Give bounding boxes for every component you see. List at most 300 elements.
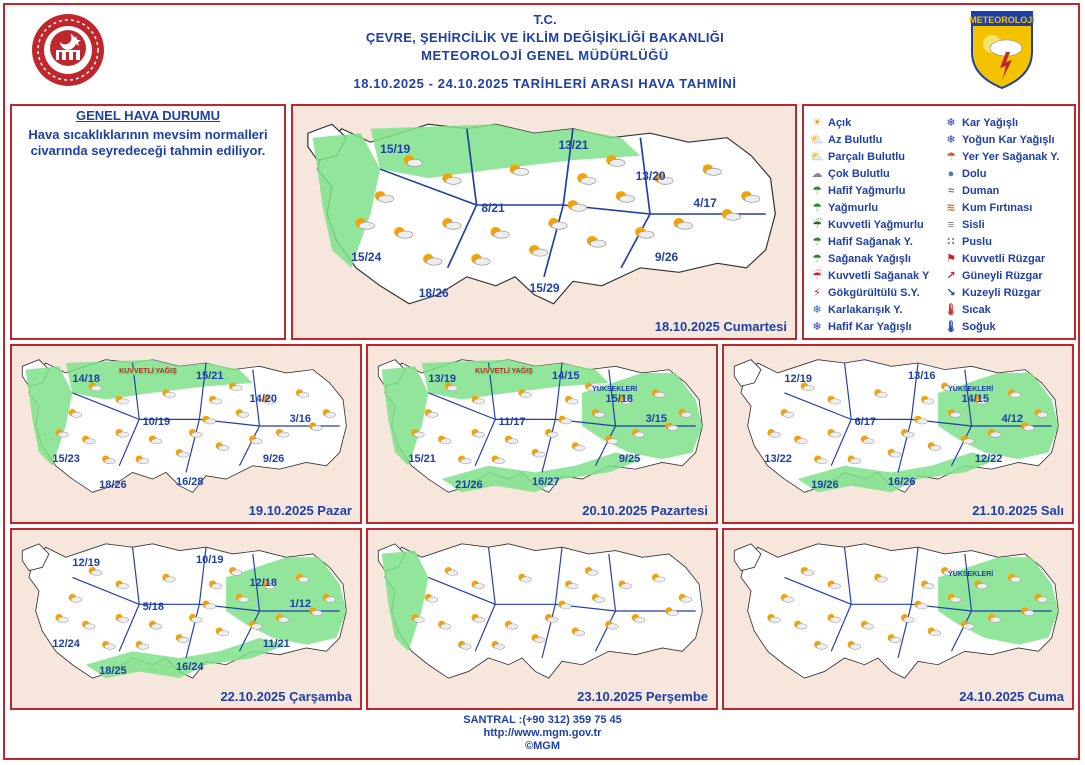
- cloud-icon: [91, 570, 102, 575]
- legend-item-label: Sisli: [962, 218, 985, 231]
- cloud-icon: [191, 617, 202, 622]
- rain-icon: ☂: [812, 202, 822, 214]
- cloud-icon: [298, 577, 309, 582]
- turkey-map: [368, 530, 716, 708]
- map-date-label: 23.10.2025 Perşembe: [577, 689, 708, 704]
- cloud-icon: [744, 195, 759, 202]
- cloud-icon: [118, 432, 129, 437]
- map-date-label: 19.10.2025 Pazar: [248, 503, 352, 518]
- general-weather-text: Hava sıcaklıklarının mevsim normalleri civarında seyredeceği tahmin ediliyor.: [28, 127, 268, 158]
- cloud-icon: [205, 604, 216, 609]
- temperature-label: 13/19: [428, 372, 456, 385]
- cloud-icon: [668, 610, 679, 615]
- cloud-icon: [165, 577, 176, 582]
- cloud-icon: [561, 419, 572, 424]
- cloud-icon: [796, 439, 807, 444]
- cloud-icon: [783, 597, 794, 602]
- cloud-icon: [547, 432, 558, 437]
- legend-item-label: Güneyli Rüzgar: [962, 269, 1043, 282]
- cloud-icon: [1037, 597, 1048, 602]
- cloud-icon: [681, 412, 692, 417]
- map-day-18-10: [291, 104, 797, 340]
- cloud-icon: [397, 231, 412, 238]
- cloud-icon: [638, 231, 653, 238]
- cloud-icon: [567, 583, 578, 588]
- legend-item-label: Açık: [828, 116, 852, 129]
- legend-item: [810, 284, 929, 301]
- cloud-icon: [668, 425, 679, 430]
- cloud-icon: [534, 637, 545, 642]
- legend-item-label: Duman: [962, 184, 1000, 197]
- turkey-map: [293, 106, 795, 338]
- cloud-icon: [474, 432, 485, 437]
- cloud-icon: [950, 412, 961, 417]
- turkey-map: [12, 530, 360, 708]
- cloud-icon: [118, 399, 129, 404]
- cloud-icon: [1010, 392, 1021, 397]
- legend-item-label: Puslu: [962, 235, 992, 248]
- cloud-icon: [178, 637, 189, 642]
- cloud-icon: [460, 459, 471, 464]
- cloud-icon: [621, 583, 632, 588]
- legend-item: [944, 148, 1059, 165]
- cloud-icon: [205, 419, 216, 424]
- cloud-icon: [561, 604, 572, 609]
- temperature-label: 11/17: [498, 416, 526, 429]
- cloud-icon: [1037, 412, 1048, 417]
- cloud-icon: [923, 399, 934, 404]
- cloud-icon: [312, 610, 323, 615]
- cloud-icon: [816, 644, 827, 649]
- cloud-icon: [407, 159, 422, 166]
- legend-item: [810, 216, 929, 233]
- strong-wind-icon: ⚑: [946, 253, 956, 265]
- cloud-icon: [251, 624, 262, 629]
- legend-item-label: Kuvvetli Yağmurlu: [828, 218, 924, 231]
- scattered-shower-icon: ☂: [946, 151, 956, 163]
- cloud-icon: [607, 624, 618, 629]
- temperature-label: 14/15: [552, 369, 580, 382]
- cloud-icon: [990, 432, 1001, 437]
- cloud-icon: [521, 577, 532, 582]
- legend-item: [810, 148, 929, 165]
- meteoroloji-logo: [968, 8, 1036, 90]
- temperature-label: 13/21: [558, 137, 589, 152]
- map-day-23-10: [366, 528, 718, 710]
- temperature-label: 16/24: [175, 661, 204, 674]
- temperature-label: 10/19: [142, 416, 171, 429]
- cloud-icon: [312, 425, 323, 430]
- cloud-icon: [84, 439, 95, 444]
- legend-item-label: Kuzeyli Rüzgar: [962, 286, 1041, 299]
- cloud-icon: [447, 570, 458, 575]
- legend-item: [810, 182, 929, 199]
- cloud-icon: [118, 583, 129, 588]
- cloud-icon: [654, 577, 665, 582]
- cloud-icon: [607, 439, 618, 444]
- sleet-icon: ❄: [812, 304, 822, 316]
- cold-icon: 🌡: [944, 321, 958, 333]
- temperature-label: 16/26: [887, 475, 916, 488]
- cloud-icon: [507, 439, 518, 444]
- thunderstorm-icon: ⚡: [813, 287, 821, 299]
- temperature-label: 9/26: [654, 249, 679, 264]
- cloud-icon: [426, 258, 441, 265]
- cloud-icon: [474, 617, 485, 622]
- cloud-icon: [475, 258, 490, 265]
- footer-website-link[interactable]: http://www.mgm.gov.tr: [483, 727, 602, 739]
- legend-item: [944, 131, 1059, 148]
- temperature-label: 18/26: [418, 285, 449, 300]
- cloud-icon: [118, 617, 129, 622]
- legend-item-label: Yağmurlu: [828, 201, 879, 214]
- cloud-icon: [440, 624, 451, 629]
- cloud-icon: [460, 644, 471, 649]
- temperature-label: 13/20: [635, 169, 666, 184]
- cloud-icon: [104, 644, 115, 649]
- map-date-label: 20.10.2025 Pazartesi: [582, 503, 708, 518]
- cloud-icon: [211, 583, 222, 588]
- cloud-icon: [574, 630, 585, 635]
- cloud-icon: [587, 570, 598, 575]
- cloud-icon: [440, 439, 451, 444]
- cloud-icon: [238, 597, 249, 602]
- cloud-icon: [877, 392, 888, 397]
- cloud-icon: [91, 386, 102, 391]
- cloud-icon: [414, 432, 425, 437]
- temperature-label: 15/24: [351, 249, 382, 264]
- legend-item-label: Az Bulutlu: [828, 133, 883, 146]
- temperature-label: 9/26: [262, 452, 285, 465]
- turkey-map: [724, 530, 1072, 708]
- cloud-icon: [138, 459, 149, 464]
- temperature-label: 12/19: [72, 557, 100, 570]
- legend-item: [944, 182, 1059, 199]
- legend-item: [810, 114, 929, 131]
- temperature-label: 14/20: [249, 392, 277, 405]
- legend-item-label: Soğuk: [962, 320, 996, 333]
- cloud-icon: [863, 439, 874, 444]
- light-shower-icon: ☂: [812, 236, 822, 248]
- footer-copyright: ©MGM: [525, 740, 560, 752]
- legend-item: [944, 318, 1059, 335]
- temperature-label: 3/16: [289, 412, 311, 425]
- cloud-icon: [830, 617, 841, 622]
- highlands-label: YÜKSEKLERİ: [592, 386, 638, 394]
- temperature-label: 6/17: [854, 416, 876, 429]
- legend-item-label: Kum Fırtınası: [962, 201, 1033, 214]
- cloud-icon: [494, 644, 505, 649]
- cloud-icon: [581, 177, 596, 184]
- temperature-label: 12/18: [249, 577, 277, 590]
- legend-item: [944, 216, 1059, 233]
- cloud-icon: [677, 222, 692, 229]
- cloud-icon: [977, 583, 988, 588]
- highlands-label: YÜKSEKLERİ: [948, 386, 994, 394]
- legend-item: [944, 301, 1059, 318]
- map-day-22-10: [10, 528, 362, 710]
- turkey-map: [724, 346, 1072, 522]
- cloud-icon: [803, 386, 814, 391]
- legend-item: [944, 199, 1059, 216]
- legend-column-1: [810, 114, 929, 335]
- svg-text:METEOROLOJİ: METEOROLOJİ: [969, 15, 1035, 25]
- legend-item-label: Sağanak Yağışlı: [828, 252, 911, 265]
- sun-icon: ☀: [812, 117, 822, 129]
- temperature-label: 12/22: [974, 452, 1003, 465]
- legend-item: [810, 131, 929, 148]
- cloud-icon: [1024, 425, 1035, 430]
- legend-item: [810, 267, 929, 284]
- temperature-label: 16/28: [175, 475, 204, 488]
- cloud-icon: [151, 439, 162, 444]
- legend-item: [810, 301, 929, 318]
- cloud-icon: [104, 459, 115, 464]
- cloud-icon: [634, 617, 645, 622]
- heavy-shower-icon: ☔: [812, 270, 822, 282]
- cloud-icon: [963, 439, 974, 444]
- temperature-label: 14/15: [961, 392, 989, 405]
- header-line-1: T.C.: [533, 12, 557, 27]
- map-date-label: 22.10.2025 Çarşamba: [220, 689, 352, 704]
- map-day-24-10: [722, 528, 1074, 710]
- legend-item: [810, 250, 929, 267]
- cloud-icon: [1010, 577, 1021, 582]
- footer-phone: SANTRAL :(+90 312) 359 75 45: [463, 714, 622, 726]
- legend-item: [810, 318, 929, 335]
- cloud-icon: [963, 624, 974, 629]
- cloud-icon: [930, 445, 941, 450]
- header-forecast-range: 18.10.2025 - 24.10.2025 TARİHLERİ ARASI HAVA TAHMİNİ: [353, 76, 737, 91]
- cloud-icon: [863, 624, 874, 629]
- legend-item-label: Dolu: [962, 167, 987, 180]
- cloud-icon: [534, 452, 545, 457]
- temperature-label: 10/19: [196, 553, 224, 566]
- temperature-label: 5/18: [142, 600, 164, 613]
- legend-item-label: Yer Yer Sağanak Y.: [962, 150, 1060, 163]
- cloud-icon: [359, 222, 374, 229]
- legend-item-label: Karlakarışık Y.: [828, 303, 903, 316]
- cloud-icon: [84, 624, 95, 629]
- cloud-icon: [474, 399, 485, 404]
- cloud-icon: [654, 392, 665, 397]
- temperature-label: 15/29: [529, 281, 560, 296]
- cloud-icon: [447, 386, 458, 391]
- map-date-label: 21.10.2025 Salı: [972, 503, 1064, 518]
- cloud-icon: [278, 617, 289, 622]
- temperature-label: 11/21: [262, 637, 290, 650]
- cloud-icon: [877, 577, 888, 582]
- cloud-icon: [521, 392, 532, 397]
- cloud-icon: [547, 617, 558, 622]
- legend-item: [810, 233, 929, 250]
- legend-item: [810, 165, 929, 182]
- fog-icon: ≡: [947, 218, 955, 231]
- map-day-19-10: [10, 344, 362, 524]
- cloud-icon: [251, 439, 262, 444]
- cloud-icon: [634, 432, 645, 437]
- north-wind-icon: ↘: [946, 287, 956, 299]
- legend-item: [944, 250, 1059, 267]
- cloud-icon: [990, 617, 1001, 622]
- legend-item-label: Kar Yağışlı: [962, 116, 1019, 129]
- turkey-map: [12, 346, 360, 522]
- cloud-icon: [218, 630, 229, 635]
- cloud-icon: [725, 213, 740, 220]
- temperature-label: 15/23: [52, 452, 80, 465]
- cloud-icon: [151, 624, 162, 629]
- ministry-logo: [30, 12, 106, 88]
- cloud-icon: [552, 222, 567, 229]
- cloud-icon: [783, 412, 794, 417]
- cloud-icon: [890, 452, 901, 457]
- cloud-icon: [830, 399, 841, 404]
- temperature-label: 18/25: [99, 664, 127, 677]
- map-date-label: 24.10.2025 Cuma: [959, 689, 1064, 704]
- cloud-icon: [610, 159, 625, 166]
- cloud-icon: [427, 597, 438, 602]
- cloud-icon: [191, 432, 202, 437]
- cloud-icon: [325, 597, 336, 602]
- cloud-icon: [178, 452, 189, 457]
- cloud-icon: [619, 195, 634, 202]
- temperature-label: 12/19: [784, 372, 812, 385]
- cloud-icon: [165, 392, 176, 397]
- sandstorm-icon: ≋: [946, 202, 956, 214]
- cloud-icon: [594, 597, 605, 602]
- cloud-icon: [238, 412, 249, 417]
- map-day-21-10: [722, 344, 1074, 524]
- legend-item-label: Hafif Sağanak Y.: [828, 235, 913, 248]
- legend-item: [944, 267, 1059, 284]
- temperature-label: 15/21: [196, 369, 224, 382]
- temperature-label: 15/18: [605, 392, 633, 405]
- cloud-icon: [706, 168, 721, 175]
- cloud-icon: [507, 624, 518, 629]
- cloud-icon: [414, 617, 425, 622]
- hail-icon: ●: [947, 167, 955, 180]
- temperature-label: 15/21: [408, 452, 436, 465]
- legend-item-label: Parçalı Bulutlu: [828, 150, 906, 163]
- legend-item: [944, 165, 1059, 182]
- warning-banner: KUVVETLİ YAĞIŞ: [119, 367, 177, 375]
- legend-panel: [802, 104, 1076, 340]
- cloud-icon: [278, 432, 289, 437]
- cloud-icon: [231, 386, 242, 391]
- cloud-icon: [298, 392, 309, 397]
- temperature-label: 13/16: [908, 369, 936, 382]
- warning-banner: KUVVETLİ YAĞIŞ: [475, 367, 533, 375]
- header-directorate: METEOROLOJİ GENEL MÜDÜRLÜĞÜ: [421, 48, 669, 63]
- legend-item-label: Yoğun Kar Yağışlı: [962, 133, 1055, 146]
- cloud-icon: [567, 399, 578, 404]
- cloud-icon: [903, 617, 914, 622]
- legend-item: [944, 233, 1059, 250]
- cloud-icon: [211, 399, 222, 404]
- cloud-icon: [138, 644, 149, 649]
- map-day-20-10: [366, 344, 718, 524]
- cloud-icon: [446, 177, 461, 184]
- south-wind-icon: ↗: [946, 270, 956, 282]
- heavy-snow-icon: ❄: [946, 134, 956, 146]
- temperature-label: 1/12: [289, 597, 311, 610]
- temperature-label: 12/24: [52, 637, 80, 650]
- legend-column-2: [944, 114, 1059, 335]
- cloud-icon: [816, 459, 827, 464]
- map-date-label: 18.10.2025 Cumartesi: [654, 319, 787, 334]
- legend-item: [810, 199, 929, 216]
- highlands-label: YÜKSEKLERİ: [948, 570, 994, 578]
- legend-item-label: Hafif Kar Yağışlı: [828, 320, 912, 333]
- cloud-icon: [803, 570, 814, 575]
- legend-item-label: Sıcak: [962, 303, 991, 316]
- cloud-icon: [923, 583, 934, 588]
- page-footer: [0, 714, 1085, 753]
- legend-item-label: Çok Bulutlu: [828, 167, 890, 180]
- legend-item: [944, 114, 1059, 131]
- partly-cloudy-icon: ⛅: [810, 151, 824, 163]
- temperature-label: 4/12: [1001, 412, 1023, 425]
- cloud-icon: [590, 240, 605, 247]
- cloud-icon: [427, 412, 438, 417]
- temperature-label: 21/26: [455, 479, 483, 492]
- cloud-icon: [571, 204, 586, 211]
- cloud-icon: [681, 597, 692, 602]
- cloud-icon: [58, 432, 69, 437]
- legend-item-label: Hafif Yağmurlu: [828, 184, 906, 197]
- legend-item: [944, 284, 1059, 301]
- legend-item-label: Gökgürültülü S.Y.: [828, 286, 920, 299]
- hot-icon: 🌡: [944, 304, 958, 316]
- shower-icon: ☂: [812, 253, 822, 265]
- general-weather-title: GENEL HAVA DURUMU: [76, 108, 220, 123]
- cloud-icon: [903, 432, 914, 437]
- cloud-icon: [796, 624, 807, 629]
- legend-item-label: Kuvvetli Rüzgar: [962, 252, 1046, 265]
- cloud-icon: [494, 459, 505, 464]
- cloud-icon: [850, 459, 861, 464]
- cloud-icon: [950, 597, 961, 602]
- cloud-icon: [770, 432, 781, 437]
- cloud-icon: [930, 630, 941, 635]
- light-snow-icon: ❄: [812, 321, 822, 333]
- snow-icon: ❄: [946, 117, 956, 129]
- temperature-label: 13/22: [764, 452, 792, 465]
- haze-icon: ∷: [947, 236, 955, 248]
- cloud-icon: [770, 617, 781, 622]
- cloud-icon: [325, 412, 336, 417]
- cloud-icon: [513, 168, 528, 175]
- temperature-label: 9/25: [618, 452, 641, 465]
- temperature-label: 14/18: [72, 372, 100, 385]
- cloud-icon: [917, 419, 928, 424]
- header-ministry: ÇEVRE, ŞEHİRCİLİK VE İKLİM DEĞİŞİKLİĞİ BAKANLIĞI: [365, 30, 725, 45]
- cloud-icon: [378, 195, 393, 202]
- cloud-icon: [446, 222, 461, 229]
- cloudy-icon: ☁: [811, 168, 823, 180]
- cloud-icon: [830, 432, 841, 437]
- cloud-icon: [494, 231, 509, 238]
- cloud-icon: [532, 249, 547, 256]
- few-clouds-icon: ⛅: [810, 134, 824, 146]
- general-weather-panel: [10, 104, 286, 340]
- temperature-label: 8/21: [481, 200, 505, 215]
- temperature-label: 18/26: [99, 479, 127, 492]
- cloud-icon: [1024, 610, 1035, 615]
- temperature-label: 19/26: [811, 479, 839, 492]
- turkey-map: [368, 346, 716, 522]
- page-header: [200, 10, 890, 91]
